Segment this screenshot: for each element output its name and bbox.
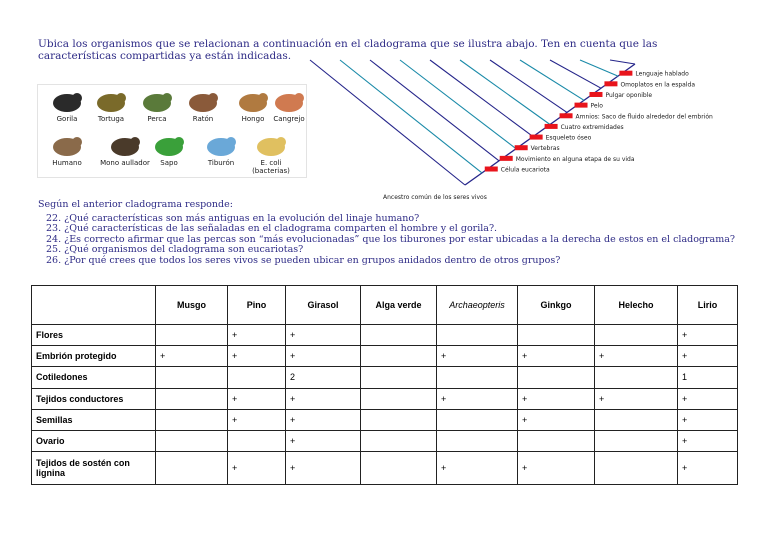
table-cell	[595, 325, 678, 346]
root-label: Ancestro común de los seres vivos	[383, 194, 487, 201]
table-cell: +	[678, 325, 738, 346]
table-cell	[361, 430, 437, 451]
organism-2	[132, 89, 182, 123]
table-cell: +	[286, 388, 361, 409]
table-cell: +	[228, 346, 286, 367]
trait-label: Esqueleto óseo	[545, 134, 592, 142]
table-row	[32, 325, 738, 346]
bacteria-icon	[254, 133, 288, 159]
table-cell	[437, 409, 518, 430]
table-cell	[361, 367, 437, 388]
fish-icon	[140, 89, 174, 115]
cladogram-branch	[400, 60, 516, 149]
table-cell: +	[518, 409, 595, 430]
trait-label: Vertebras	[530, 145, 560, 153]
table-cell: +	[437, 388, 518, 409]
organism-1	[86, 89, 136, 123]
cladogram-branch	[610, 60, 635, 64]
table-row	[32, 452, 738, 485]
trait-marker	[575, 103, 588, 108]
column-header: Lirio	[678, 286, 738, 325]
cladogram	[305, 52, 735, 212]
trait-marker	[515, 145, 528, 150]
trait-label: Amnios: Saco de fluido alrededor del embrión	[575, 113, 713, 121]
table-cell	[518, 430, 595, 451]
organism-label: Sapo	[160, 159, 178, 167]
table-cell	[156, 430, 228, 451]
organism-6	[42, 133, 92, 167]
trait-marker	[530, 135, 543, 140]
cladogram-branch	[430, 60, 533, 137]
frog-icon	[152, 133, 186, 159]
table-cell: 2	[286, 367, 361, 388]
table-cell	[361, 452, 437, 485]
monkey-icon	[108, 133, 142, 159]
table-cell: +	[156, 346, 228, 367]
row-label: Tejidos conductores	[32, 388, 156, 409]
table-cell: +	[228, 409, 286, 430]
organism-8	[144, 133, 194, 167]
column-header: Helecho	[595, 286, 678, 325]
questions-heading: Según el anterior cladograma responde:	[38, 199, 233, 210]
table-cell	[437, 325, 518, 346]
row-label: Embrión protegido	[32, 346, 156, 367]
organism-9	[196, 133, 246, 167]
table-row	[32, 346, 738, 367]
table-cell: +	[678, 409, 738, 430]
table-cell	[156, 367, 228, 388]
table-cell: +	[518, 452, 595, 485]
cladogram-branch	[310, 60, 465, 185]
organism-label: E. coli (bacterias)	[252, 159, 290, 175]
trait-marker	[604, 81, 617, 86]
organism-0	[42, 89, 92, 123]
organism-label: Tiburón	[207, 159, 235, 167]
questions-block	[38, 200, 738, 267]
organism-label: Humano	[52, 159, 82, 167]
column-header: Ginkgo	[518, 286, 595, 325]
table-cell: +	[678, 430, 738, 451]
table-cell	[437, 367, 518, 388]
row-label: Cotiledones	[32, 367, 156, 388]
characteristics-table	[31, 285, 738, 485]
table-cell: +	[228, 325, 286, 346]
trait-label: Movimiento en alguna etapa de su vida	[515, 155, 635, 163]
question-22: 22. ¿Qué características son más antiguas en la evolución del linaje humano?	[46, 212, 420, 224]
column-header: Pino	[228, 286, 286, 325]
table-cell	[361, 388, 437, 409]
cladogram-branch	[340, 60, 482, 173]
table-cell	[361, 409, 437, 430]
gorilla-icon	[50, 89, 84, 115]
trait-label: Lenguaje hablado	[635, 70, 689, 78]
column-header: Musgo	[156, 286, 228, 325]
trait-marker	[545, 124, 558, 129]
table-cell: +	[518, 346, 595, 367]
table-cell: +	[437, 452, 518, 485]
trait-label: Pulgar oponible	[605, 91, 653, 99]
organism-gallery	[37, 84, 307, 178]
turtle-icon	[94, 89, 128, 115]
organism-label: Mono aullador	[100, 159, 150, 167]
row-label: Tejidos de sostén con lignina	[32, 452, 156, 485]
row-label: Semillas	[32, 409, 156, 430]
question-23: 23. ¿Qué características de las señaladas en el cladograma comparten el hombre y el gorila?.	[46, 223, 498, 235]
table-corner	[32, 286, 156, 325]
organism-3	[178, 89, 228, 123]
question-26: 26. ¿Por qué crees que todos los seres vivos se pueden ubicar en grupos anidados dentro de otros grupos?	[46, 254, 561, 266]
table-cell: +	[286, 346, 361, 367]
table-row	[32, 388, 738, 409]
table-cell: +	[228, 388, 286, 409]
trait-marker	[589, 92, 602, 97]
table-cell: +	[286, 430, 361, 451]
trait-label: Pelo	[590, 102, 603, 110]
row-label: Flores	[32, 325, 156, 346]
table-cell: +	[678, 452, 738, 485]
human-icon	[50, 133, 84, 159]
table-cell	[228, 367, 286, 388]
table-row	[32, 430, 738, 451]
organism-label: Hongo	[241, 115, 265, 123]
shark-icon	[204, 133, 238, 159]
question-25: 25. ¿Qué organismos del cladograma son eucariotas?	[46, 244, 304, 256]
organism-7	[100, 133, 150, 167]
question-24: 24. ¿Es correcto afirmar que las percas son “más evolucionadas” que los tiburones por estar ubicadas a la derecha de estos en el cladograma?	[46, 233, 735, 245]
cladogram-branch	[580, 60, 618, 76]
table-cell: +	[286, 452, 361, 485]
table-cell	[595, 367, 678, 388]
table-cell	[518, 367, 595, 388]
table-cell: +	[228, 452, 286, 485]
column-header: Girasol	[286, 286, 361, 325]
column-header: Archaeopteris	[437, 286, 518, 325]
column-header: Alga verde	[361, 286, 437, 325]
table-cell: +	[595, 346, 678, 367]
table-cell: +	[595, 388, 678, 409]
trait-label: Célula eucariota	[500, 166, 550, 174]
organism-label: Tortuga	[97, 115, 125, 123]
table-cell	[156, 325, 228, 346]
mouse-icon	[186, 89, 220, 115]
table-cell	[361, 325, 437, 346]
table-cell	[595, 452, 678, 485]
organism-10	[246, 133, 296, 175]
row-label: Ovario	[32, 430, 156, 451]
table-cell	[518, 325, 595, 346]
table-cell: +	[678, 346, 738, 367]
table-cell	[156, 409, 228, 430]
trait-marker	[485, 167, 498, 172]
organism-label: Ratón	[192, 115, 214, 123]
table-cell	[361, 346, 437, 367]
table-cell: 1	[678, 367, 738, 388]
table-cell: +	[518, 388, 595, 409]
table-cell	[156, 452, 228, 485]
organism-label: Gorila	[56, 115, 78, 123]
instructions-text: Ubica los organismos que se relacionan a continuación en el cladograma que se ilustra abajo. Ten en cuenta que las características compartidas ya están indicadas.	[38, 38, 658, 62]
cladogram-branch	[520, 60, 584, 100]
trait-marker	[500, 156, 513, 161]
trait-label: Cuatro extremidades	[560, 123, 624, 131]
table-cell: +	[678, 388, 738, 409]
table-cell	[595, 409, 678, 430]
table-cell	[228, 430, 286, 451]
trait-marker	[560, 113, 573, 118]
table-cell	[595, 430, 678, 451]
crab-icon	[272, 89, 306, 115]
cladogram-branch	[370, 60, 499, 161]
table-row	[32, 367, 738, 388]
table-cell: +	[437, 346, 518, 367]
table-cell: +	[286, 325, 361, 346]
table-cell	[156, 388, 228, 409]
cladogram-branch	[490, 60, 567, 112]
table-row	[32, 409, 738, 430]
table-cell	[437, 430, 518, 451]
organism-label: Cangrejo	[273, 115, 305, 123]
trait-marker	[619, 71, 632, 76]
table-cell: +	[286, 409, 361, 430]
trait-label: Omoplatos en la espalda	[620, 81, 696, 89]
organism-label: Perca	[147, 115, 167, 123]
